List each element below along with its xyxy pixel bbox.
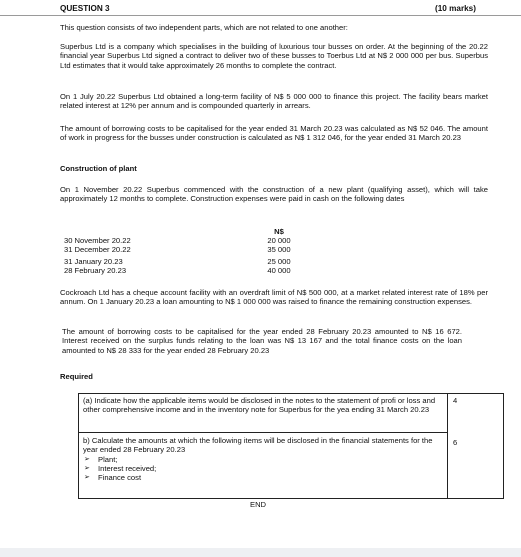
expense-row bbox=[64, 245, 304, 254]
currency-header: N$ bbox=[274, 227, 284, 236]
paragraph-borrowing-costs-2023: The amount of borrowing costs to be capitalised for the year ended 31 March 20.23 was calculated as N$ 52 046. The amount of work in progress for the busses under construction is calculated as N$ 1 312 046, for the year ended 31 March 20.23 bbox=[60, 124, 488, 143]
requirement-a-cell bbox=[79, 394, 448, 433]
arrow-bullet-icon: ➢ bbox=[84, 456, 90, 463]
expense-amount: 20 000 bbox=[267, 236, 291, 245]
paragraph-cockroach-facility: Cockroach Ltd has a cheque account facility with an overdraft limit of N$ 500 000, at a market related interest rate of 18% per annum. On 1 January 20.23 a loan amounting to N$ 1 000 000 was raised to finance the remaining construction expenses. bbox=[60, 288, 488, 307]
expense-amount: 35 000 bbox=[267, 245, 291, 254]
expense-date: 28 February 20.23 bbox=[64, 266, 127, 275]
expense-date: 30 November 20.22 bbox=[64, 236, 131, 245]
paragraph-long-term-facility: On 1 July 20.22 Superbus Ltd obtained a long-term facility of N$ 5 000 000 to finance this project. The facility bears market related interest at 12% per annum and is compounded quarterly in arrears. bbox=[60, 92, 488, 111]
requirement-b-mark: 6 bbox=[453, 438, 458, 447]
expense-row bbox=[64, 257, 304, 266]
question-title: QUESTION 3 bbox=[60, 4, 110, 13]
requirement-a-mark: 4 bbox=[453, 396, 458, 405]
expense-amount: 40 000 bbox=[267, 266, 291, 275]
expense-date: 31 January 20.23 bbox=[64, 257, 123, 266]
requirement-a-text: (a) Indicate how the applicable items would be disclosed in the notes to the statement of profi or loss and other comprehensive income and in the inventory note for Superbus for the yea ending 31 March 20.23 bbox=[83, 396, 436, 415]
arrow-bullet-icon: ➢ bbox=[84, 474, 90, 481]
bullet-text: Finance cost bbox=[98, 473, 142, 482]
expense-amount: 25 000 bbox=[267, 257, 291, 266]
page-footer-strip bbox=[0, 548, 521, 557]
paragraph-construction-of-plant: On 1 November 20.22 Superbus commenced with the construction of a new plant (qualifying asset), which will take approximately 12 months to complete. Construction expenses were paid in cash on the following dates bbox=[60, 185, 488, 204]
expense-row bbox=[64, 236, 304, 245]
intro-text: This question consists of two independent parts, which are not related to one another: bbox=[60, 23, 348, 32]
expense-date: 31 December 20.22 bbox=[64, 245, 131, 254]
construction-heading: Construction of plant bbox=[60, 164, 137, 173]
expenses-header-row bbox=[64, 227, 304, 236]
expense-row bbox=[64, 266, 304, 275]
paragraph-superbus-contract: Superbus Ltd is a company which specialises in the building of luxurious tour busses on order. At the beginning of the 20.22 financial year Superbus Ltd signed a contract to deliver two of these busses to Toerbus Ltd at N$ 2 000 000 per bus. Superbus Ltd estimates that it would take approximately 26 months to complete the contract. bbox=[60, 42, 488, 70]
requirement-b-cell bbox=[79, 433, 448, 498]
bullet-text: Plant; bbox=[98, 455, 118, 464]
question-marks: (10 marks) bbox=[435, 4, 476, 13]
end-marker: END bbox=[250, 500, 267, 509]
required-heading: Required bbox=[60, 372, 93, 381]
arrow-bullet-icon: ➢ bbox=[84, 465, 90, 472]
requirement-b-text: b) Calculate the amounts at which the following items will be disclosed in the financial statements for the year ended 28 February 20.23 bbox=[83, 436, 433, 455]
paragraph-borrowing-costs-loan: The amount of borrowing costs to be capitalised for the year ended 28 February 20.23 amounted to N$ 16 672. Interest received on the surplus funds relating to the loan was N$ 13 167 and the total finance costs on the loan amounted to N$ 28 333 for the year ended 28 February 20.23 bbox=[62, 327, 462, 355]
header-divider bbox=[0, 15, 521, 16]
requirements-table bbox=[78, 393, 504, 499]
bullet-text: Interest received; bbox=[98, 464, 157, 473]
